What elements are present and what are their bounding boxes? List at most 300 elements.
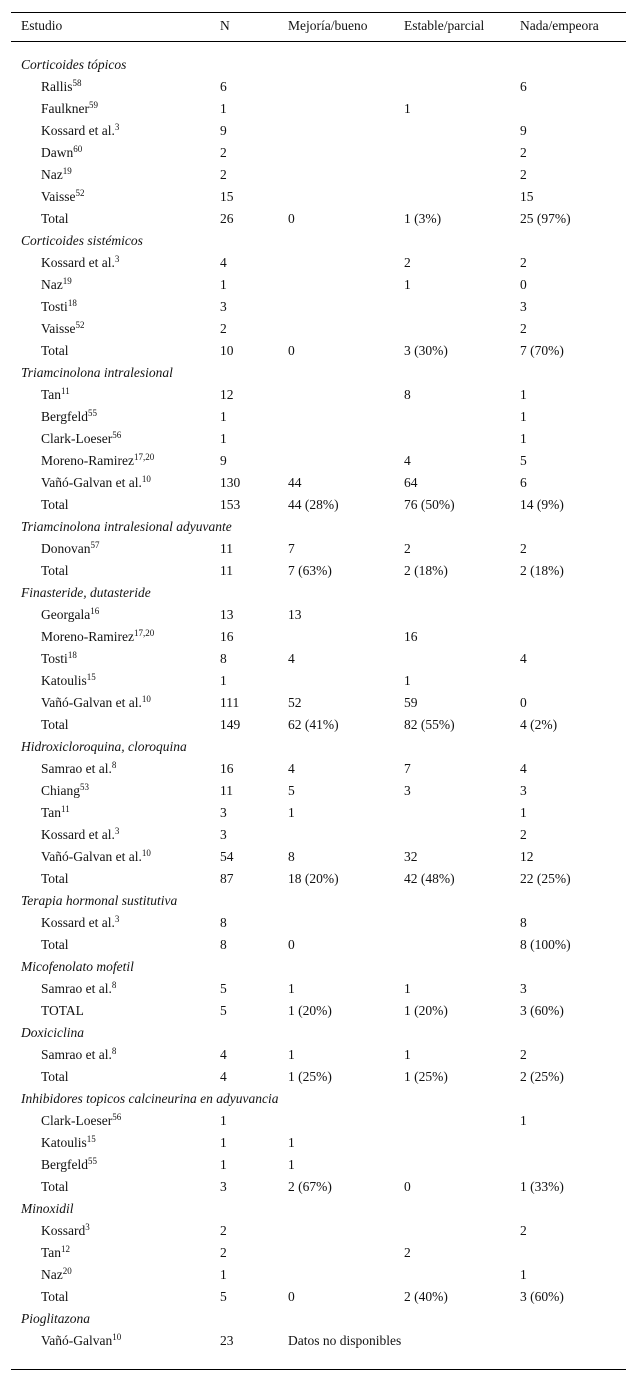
table-total-row xyxy=(11,934,626,956)
table-row xyxy=(11,1132,626,1154)
nada-cell: 2 (25%) xyxy=(520,1069,564,1084)
mejoria-cell: 1 xyxy=(288,1135,295,1150)
study-name: Samrao et al. xyxy=(41,1047,112,1062)
study-cell xyxy=(41,1132,96,1154)
study-cell xyxy=(41,1330,121,1352)
n-cell: 10 xyxy=(220,343,234,358)
n-cell: 4 xyxy=(220,1069,227,1084)
reference-number: 11 xyxy=(61,386,70,396)
study-name: Rallis xyxy=(41,79,73,94)
study-cell xyxy=(41,626,154,648)
study-cell xyxy=(41,978,116,1000)
mejoria-cell: 0 xyxy=(288,343,295,358)
study-name: Georgala xyxy=(41,607,91,622)
table-row xyxy=(11,164,626,186)
mejoria-cell: 0 xyxy=(288,211,295,226)
table-row xyxy=(11,538,626,560)
study-name: Naz xyxy=(41,1267,63,1282)
estable-cell: 2 xyxy=(404,255,411,270)
table-row xyxy=(11,318,626,340)
n-cell: 2 xyxy=(220,321,227,336)
study-cell xyxy=(41,1066,69,1088)
nada-cell: 9 xyxy=(520,123,527,138)
study-cell xyxy=(41,560,69,582)
reference-number: 17,20 xyxy=(133,452,155,462)
reference-number: 19 xyxy=(62,276,72,286)
table-header-rule xyxy=(11,41,626,42)
table-total-row xyxy=(11,340,626,362)
study-cell xyxy=(41,1044,116,1066)
nada-cell: 15 xyxy=(520,189,534,204)
estable-cell: 7 xyxy=(404,761,411,776)
study-name: Katoulis xyxy=(41,1135,87,1150)
estable-cell: 3 xyxy=(404,783,411,798)
study-name: TOTAL xyxy=(41,1003,84,1018)
table-row xyxy=(11,1264,626,1286)
nada-cell: 14 (9%) xyxy=(520,497,564,512)
mejoria-cell: 0 xyxy=(288,937,295,952)
n-cell: 3 xyxy=(220,1179,227,1194)
table-row xyxy=(11,472,626,494)
group-title: Corticoides sistémicos xyxy=(21,233,143,248)
group-title: Corticoides tópicos xyxy=(21,57,127,72)
n-cell: 1 xyxy=(220,1157,227,1172)
n-cell: 8 xyxy=(220,915,227,930)
nada-cell: 1 (33%) xyxy=(520,1179,564,1194)
reference-number: 11 xyxy=(61,804,70,814)
reference-number: 10 xyxy=(112,1332,122,1342)
group-heading-row xyxy=(11,956,626,978)
table-bottom-rule xyxy=(11,1369,626,1370)
group-title: Micofenolato mofetil xyxy=(21,959,134,974)
study-name: Kossard et al. xyxy=(41,123,115,138)
nada-cell: 1 xyxy=(520,431,527,446)
study-name: Total xyxy=(41,497,69,512)
nada-cell: 3 (60%) xyxy=(520,1003,564,1018)
study-name: Total xyxy=(41,211,69,226)
study-name: Clark-Loeser xyxy=(41,431,113,446)
nada-cell: 2 xyxy=(520,827,527,842)
group-title: Doxiciclina xyxy=(21,1025,84,1040)
reference-number: 56 xyxy=(112,1112,122,1122)
n-cell: 4 xyxy=(220,1047,227,1062)
n-cell: 1 xyxy=(220,277,227,292)
study-cell xyxy=(41,340,69,362)
table-row xyxy=(11,626,626,648)
study-name: Vañó-Galvan et al. xyxy=(41,695,142,710)
study-cell xyxy=(41,472,151,494)
n-cell: 149 xyxy=(220,717,241,732)
reference-number: 19 xyxy=(62,166,72,176)
mejoria-cell: 44 (28%) xyxy=(288,497,339,512)
table-row xyxy=(11,274,626,296)
mejoria-cell: 18 (20%) xyxy=(288,871,339,886)
study-cell xyxy=(41,318,85,340)
study-name: Tan xyxy=(41,805,62,820)
table-row xyxy=(11,406,626,428)
study-name: Vañó-Galvan et al. xyxy=(41,849,142,864)
mejoria-cell: 44 xyxy=(288,475,302,490)
nada-cell: 8 xyxy=(520,915,527,930)
mejoria-cell: 2 (67%) xyxy=(288,1179,332,1194)
study-cell xyxy=(41,912,119,934)
table-row xyxy=(11,802,626,824)
nada-cell: 0 xyxy=(520,695,527,710)
n-cell: 8 xyxy=(220,937,227,952)
n-cell: 11 xyxy=(220,541,233,556)
table-row xyxy=(11,1330,626,1352)
study-name: Moreno-Ramirez xyxy=(41,629,134,644)
table-total-row xyxy=(11,494,626,516)
study-name: Total xyxy=(41,717,69,732)
n-cell: 111 xyxy=(220,695,240,710)
estable-cell: 1 xyxy=(404,673,411,688)
study-name: Kossard et al. xyxy=(41,915,115,930)
nada-cell: 2 xyxy=(520,167,527,182)
reference-number: 55 xyxy=(88,1156,97,1166)
n-cell: 87 xyxy=(220,871,234,886)
estable-cell: 1 xyxy=(404,277,411,292)
study-name: Samrao et al. xyxy=(41,981,112,996)
table-total-row xyxy=(11,560,626,582)
table-row xyxy=(11,1154,626,1176)
nada-cell: 3 xyxy=(520,783,527,798)
group-heading-row xyxy=(11,736,626,758)
study-cell xyxy=(41,1110,121,1132)
estable-cell: 82 (55%) xyxy=(404,717,455,732)
nada-cell: 2 xyxy=(520,1223,527,1238)
mejoria-cell: 4 xyxy=(288,761,295,776)
study-cell xyxy=(41,98,98,120)
reference-number: 53 xyxy=(80,782,89,792)
group-title: Terapia hormonal sustitutiva xyxy=(21,893,178,908)
nada-cell: 3 xyxy=(520,981,527,996)
study-name: Tosti xyxy=(41,299,68,314)
table-top-rule xyxy=(11,12,626,13)
study-name: Tan xyxy=(41,387,62,402)
n-cell: 5 xyxy=(220,981,227,996)
study-name: Total xyxy=(41,563,69,578)
n-cell: 9 xyxy=(220,123,227,138)
nada-cell: 2 xyxy=(520,145,527,160)
table-row xyxy=(11,120,626,142)
reference-number: 20 xyxy=(62,1266,72,1276)
group-title: Pioglitazona xyxy=(21,1311,91,1326)
nada-cell: 8 (100%) xyxy=(520,937,571,952)
reference-number: 16 xyxy=(90,606,100,616)
nada-cell: 6 xyxy=(520,79,527,94)
table-row xyxy=(11,384,626,406)
n-cell: 130 xyxy=(220,475,241,490)
estable-cell: 76 (50%) xyxy=(404,497,455,512)
estable-cell: 0 xyxy=(404,1179,411,1194)
reference-number: 10 xyxy=(141,694,151,704)
header-n: N xyxy=(220,18,230,33)
n-cell: 54 xyxy=(220,849,234,864)
estable-cell: 8 xyxy=(404,387,411,402)
estable-cell: 2 xyxy=(404,1245,411,1260)
study-name: Chiang xyxy=(41,783,80,798)
table-total-row xyxy=(11,1000,626,1022)
study-name: Dawn xyxy=(41,145,74,160)
nada-cell: 1 xyxy=(520,387,527,402)
mejoria-cell: 1 xyxy=(288,805,295,820)
group-title: Inhibidores topicos calcineurina en adyuvancia xyxy=(21,1091,279,1106)
study-cell xyxy=(41,186,85,208)
study-cell xyxy=(41,604,99,626)
table-row xyxy=(11,670,626,692)
table-row xyxy=(11,824,626,846)
table-row xyxy=(11,186,626,208)
nada-cell: 12 xyxy=(520,849,534,864)
study-cell xyxy=(41,714,69,736)
estable-cell: 59 xyxy=(404,695,418,710)
table-row xyxy=(11,450,626,472)
reference-number: 18 xyxy=(67,298,77,308)
study-cell xyxy=(41,274,72,296)
reference-number: 52 xyxy=(75,188,85,198)
nada-cell: 1 xyxy=(520,1267,527,1282)
mejoria-cell: 62 (41%) xyxy=(288,717,339,732)
table-row xyxy=(11,296,626,318)
nada-cell: 2 xyxy=(520,1047,527,1062)
study-name: Total xyxy=(41,871,69,886)
n-cell: 1 xyxy=(220,431,227,446)
estable-cell: 42 (48%) xyxy=(404,871,455,886)
n-cell: 2 xyxy=(220,1245,227,1260)
n-cell: 1 xyxy=(220,1135,227,1150)
header-nada: Nada/empeora xyxy=(520,18,599,33)
mejoria-cell: 4 xyxy=(288,651,295,666)
study-cell xyxy=(41,1000,84,1022)
study-name: Kossard et al. xyxy=(41,827,115,842)
reference-number: 52 xyxy=(75,320,85,330)
study-cell xyxy=(41,384,70,406)
reference-number: 59 xyxy=(89,100,98,110)
nada-cell: 4 xyxy=(520,761,527,776)
study-name: Faulkner xyxy=(41,101,89,116)
group-title: Minoxidil xyxy=(21,1201,74,1216)
nada-cell: 5 xyxy=(520,453,527,468)
group-title: Triamcinolona intralesional adyuvante xyxy=(21,519,232,534)
nada-cell: 1 xyxy=(520,1113,527,1128)
n-cell: 1 xyxy=(220,409,227,424)
estable-cell: 16 xyxy=(404,629,418,644)
study-name: Vañó-Galvan xyxy=(41,1333,113,1348)
study-name: Total xyxy=(41,1179,69,1194)
study-cell xyxy=(41,670,96,692)
study-cell xyxy=(41,758,116,780)
study-name: Samrao et al. xyxy=(41,761,112,776)
reference-number: 60 xyxy=(73,144,83,154)
estable-cell: 1 xyxy=(404,101,411,116)
mejoria-cell: 1 xyxy=(288,1047,295,1062)
nada-cell: 1 xyxy=(520,805,527,820)
table-total-row xyxy=(11,208,626,230)
n-cell: 2 xyxy=(220,145,227,160)
table-row xyxy=(11,692,626,714)
reference-number: 3 xyxy=(85,1222,90,1232)
study-cell xyxy=(41,252,119,274)
study-name: Kossard xyxy=(41,1223,86,1238)
n-cell: 1 xyxy=(220,101,227,116)
study-name: Moreno-Ramirez xyxy=(41,453,134,468)
study-cell xyxy=(41,648,77,670)
n-cell: 9 xyxy=(220,453,227,468)
table-row xyxy=(11,912,626,934)
table-row xyxy=(11,780,626,802)
table-row xyxy=(11,76,626,98)
n-cell: 13 xyxy=(220,607,234,622)
mejoria-cell: 13 xyxy=(288,607,302,622)
study-name: Donovan xyxy=(41,541,91,556)
table-row xyxy=(11,1044,626,1066)
study-cell xyxy=(41,780,89,802)
table-row xyxy=(11,142,626,164)
study-cell xyxy=(41,934,69,956)
n-cell: 5 xyxy=(220,1289,227,1304)
reference-number: 3 xyxy=(114,254,120,264)
n-cell: 16 xyxy=(220,629,234,644)
table-row xyxy=(11,1220,626,1242)
n-cell: 3 xyxy=(220,805,227,820)
n-cell: 16 xyxy=(220,761,234,776)
nada-cell: 4 (2%) xyxy=(520,717,558,732)
study-cell xyxy=(41,164,72,186)
table-row xyxy=(11,428,626,450)
table-total-row xyxy=(11,1066,626,1088)
estable-cell: 3 (30%) xyxy=(404,343,448,358)
n-cell: 1 xyxy=(220,673,227,688)
table-row xyxy=(11,846,626,868)
reference-number: 57 xyxy=(90,540,100,550)
header-estudio: Estudio xyxy=(21,18,63,33)
nada-cell: 1 xyxy=(520,409,527,424)
nada-cell: 4 xyxy=(520,651,527,666)
n-cell: 15 xyxy=(220,189,234,204)
estable-cell: 1 (20%) xyxy=(404,1003,448,1018)
study-name: Clark-Loeser xyxy=(41,1113,113,1128)
group-heading-row xyxy=(11,1198,626,1220)
group-heading-row xyxy=(11,582,626,604)
n-cell: 1 xyxy=(220,1267,227,1282)
reference-number: 8 xyxy=(111,760,117,770)
study-name: Naz xyxy=(41,167,63,182)
study-cell xyxy=(41,868,69,890)
reference-number: 10 xyxy=(141,474,151,484)
study-cell xyxy=(41,428,121,450)
n-cell: 1 xyxy=(220,1113,227,1128)
reference-number: 58 xyxy=(72,78,82,88)
n-cell: 4 xyxy=(220,255,227,270)
estable-cell: 1 (3%) xyxy=(404,211,442,226)
group-heading-row xyxy=(11,1308,626,1330)
estable-cell: 32 xyxy=(404,849,418,864)
mejoria-cell: Datos no disponibles xyxy=(288,1333,402,1348)
study-cell xyxy=(41,142,82,164)
n-cell: 26 xyxy=(220,211,234,226)
nada-cell: 2 xyxy=(520,255,527,270)
table-header-row xyxy=(11,15,626,37)
group-heading-row xyxy=(11,54,626,76)
mejoria-cell: 7 (63%) xyxy=(288,563,332,578)
study-cell xyxy=(41,1154,97,1176)
study-cell xyxy=(41,120,119,142)
nada-cell: 22 (25%) xyxy=(520,871,571,886)
group-heading-row xyxy=(11,230,626,252)
group-heading-row xyxy=(11,516,626,538)
header-estable: Estable/parcial xyxy=(404,18,485,33)
study-cell xyxy=(41,1264,72,1286)
n-cell: 11 xyxy=(220,783,233,798)
study-name: Vaisse xyxy=(41,189,76,204)
n-cell: 2 xyxy=(220,167,227,182)
header-mejoria: Mejoría/bueno xyxy=(288,18,368,33)
nada-cell: 7 (70%) xyxy=(520,343,564,358)
group-title: Hidroxicloroquina, cloroquina xyxy=(21,739,187,754)
study-cell xyxy=(41,1176,69,1198)
group-heading-row xyxy=(11,362,626,384)
mejoria-cell: 1 (25%) xyxy=(288,1069,332,1084)
study-name: Naz xyxy=(41,277,63,292)
n-cell: 11 xyxy=(220,563,233,578)
table-row xyxy=(11,978,626,1000)
study-name: Total xyxy=(41,343,69,358)
n-cell: 2 xyxy=(220,1223,227,1238)
nada-cell: 2 (18%) xyxy=(520,563,564,578)
mejoria-cell: 8 xyxy=(288,849,295,864)
nada-cell: 0 xyxy=(520,277,527,292)
nada-cell: 2 xyxy=(520,541,527,556)
group-title: Triamcinolona intralesional xyxy=(21,365,173,380)
n-cell: 6 xyxy=(220,79,227,94)
study-cell xyxy=(41,76,82,98)
table-total-row xyxy=(11,714,626,736)
estable-cell: 1 xyxy=(404,1047,411,1062)
study-cell xyxy=(41,450,154,472)
reference-number: 12 xyxy=(61,1244,71,1254)
group-heading-row xyxy=(11,1088,626,1110)
study-name: Bergfeld xyxy=(41,1157,88,1172)
n-cell: 5 xyxy=(220,1003,227,1018)
nada-cell: 3 xyxy=(520,299,527,314)
table-row xyxy=(11,1242,626,1264)
reference-number: 10 xyxy=(141,848,151,858)
study-cell xyxy=(41,692,151,714)
group-title: Finasteride, dutasteride xyxy=(21,585,151,600)
estable-cell: 2 (40%) xyxy=(404,1289,448,1304)
estable-cell: 4 xyxy=(404,453,411,468)
table-row xyxy=(11,98,626,120)
reference-number: 3 xyxy=(114,826,120,836)
nada-cell: 25 (97%) xyxy=(520,211,571,226)
study-cell xyxy=(41,538,100,560)
study-name: Bergfeld xyxy=(41,409,88,424)
group-heading-row xyxy=(11,1022,626,1044)
reference-number: 15 xyxy=(86,1134,96,1144)
mejoria-cell: 7 xyxy=(288,541,295,556)
mejoria-cell: 1 xyxy=(288,981,295,996)
table-total-row xyxy=(11,868,626,890)
study-cell xyxy=(41,846,151,868)
estable-cell: 1 (25%) xyxy=(404,1069,448,1084)
study-cell xyxy=(41,406,97,428)
study-name: Tan xyxy=(41,1245,62,1260)
reference-number: 3 xyxy=(114,122,120,132)
study-name: Vañó-Galvan et al. xyxy=(41,475,142,490)
mejoria-cell: 1 xyxy=(288,1157,295,1172)
n-cell: 3 xyxy=(220,299,227,314)
